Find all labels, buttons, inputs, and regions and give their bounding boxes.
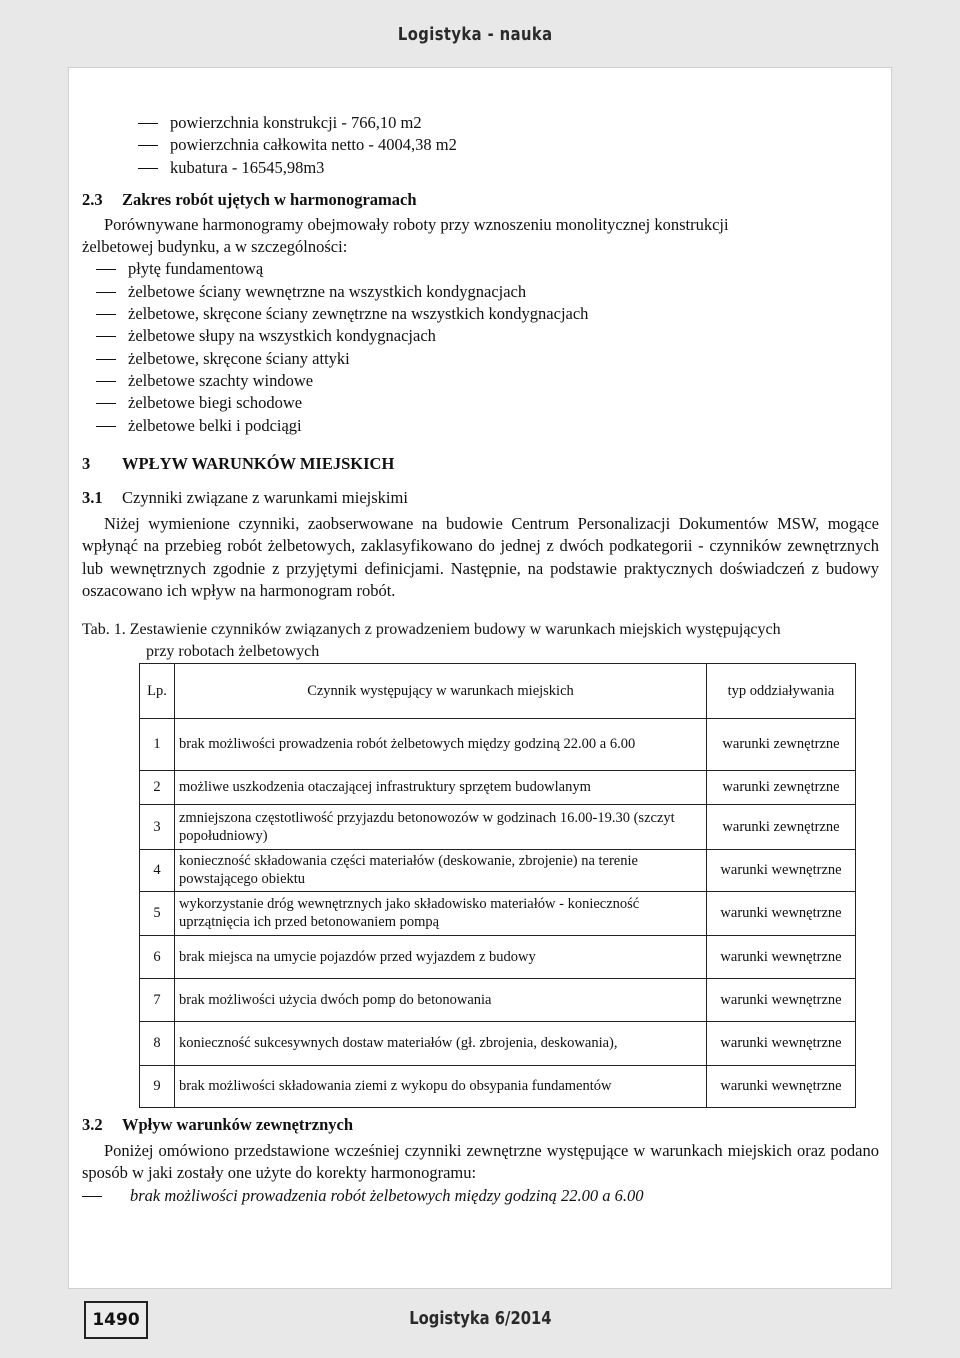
section-3-2-paragraph: Poniżej omówiono przedstawione wcześniej czynniki zewnętrzne występujące w warunkach miejskich oraz podano sposób w jaki zostały one użyte do korekty harmonogramu:: [82, 1140, 879, 1183]
section-heading-2-3: [82, 189, 879, 211]
header-factor: Czynnik występujący w warunkach miejskich: [175, 663, 707, 718]
section-2-3-paragraph: [82, 214, 879, 259]
table-row: [140, 1021, 856, 1065]
running-header: Logistyka - nauka: [397, 24, 552, 45]
header-lp: Lp.: [140, 663, 175, 718]
row-type: warunki wewnętrzne: [707, 849, 856, 891]
row-factor: konieczność sukcesywnych dostaw materiałów (gł. zbrojenia, deskowania),: [175, 1021, 707, 1065]
row-factor: brak możliwości prowadzenia robót żelbetowych między godziną 22.00 a 6.00: [175, 718, 707, 770]
section-heading-3-1: [82, 487, 879, 509]
list-item: kubatura - 16545,98m3: [82, 157, 879, 179]
row-type: warunki wewnętrzne: [707, 978, 856, 1021]
list-item: powierzchnia całkowita netto - 4004,38 m2: [82, 134, 879, 156]
row-factor: możliwe uszkodzenia otaczającej infrastruktury sprzętem budowlanym: [175, 770, 707, 804]
row-number: 5: [140, 891, 175, 935]
row-factor: brak możliwości składowania ziemi z wykopu do obsypania fundamentów: [175, 1065, 707, 1107]
table-row: [140, 770, 856, 804]
list-item: żelbetowe słupy na wszystkich kondygnacjach: [82, 325, 879, 347]
list-item: brak możliwości prowadzenia robót żelbetowych między godziną 22.00 a 6.00: [82, 1185, 879, 1207]
caption-line: Tab. 1. Zestawienie czynników związanych z prowadzeniem budowy w warunkach miejskich występujących: [82, 620, 781, 638]
row-number: 8: [140, 1021, 175, 1065]
table-caption: [82, 619, 879, 663]
section-heading-3: [82, 453, 879, 475]
paragraph-line: żelbetowej budynku, a w szczególności:: [82, 237, 348, 257]
table-row: [140, 978, 856, 1021]
list-item: powierzchnia konstrukcji - 766,10 m2: [82, 112, 879, 134]
row-number: 7: [140, 978, 175, 1021]
row-factor: wykorzystanie dróg wewnętrznych jako składowisko materiałów - konieczność uprzątnięcia ich przed betonowaniem pompą: [175, 891, 707, 935]
section-number: 3.2: [82, 1114, 103, 1134]
row-number: 4: [140, 849, 175, 891]
table-row: [140, 935, 856, 978]
section-heading-3-2: [82, 1114, 879, 1136]
row-type: warunki wewnętrzne: [707, 935, 856, 978]
list-item: żelbetowe, skręcone ściany attyki: [82, 348, 879, 370]
row-type: warunki wewnętrzne: [707, 891, 856, 935]
row-type: warunki wewnętrzne: [707, 1021, 856, 1065]
section-title: Zakres robót ujętych w harmonogramach: [122, 189, 417, 209]
row-type: warunki zewnętrzne: [707, 804, 856, 849]
row-type: warunki zewnętrzne: [707, 770, 856, 804]
table-row: [140, 718, 856, 770]
row-type: warunki wewnętrzne: [707, 1065, 856, 1107]
row-factor: brak możliwości użycia dwóch pomp do betonowania: [175, 978, 707, 1021]
section-title: Wpływ warunków zewnętrznych: [122, 1114, 353, 1134]
table-header-row: [140, 663, 856, 718]
row-number: 2: [140, 770, 175, 804]
table-row: [140, 849, 856, 891]
row-number: 1: [140, 718, 175, 770]
section-number: 3: [82, 453, 91, 473]
paragraph-line: Porównywane harmonogramy obejmowały roboty przy wznoszeniu monolitycznej konstrukcji: [104, 214, 729, 234]
section-3-1-paragraph: Niżej wymienione czynniki, zaobserwowane na budowie Centrum Personalizacji Dokumentów MSW, mogące wpłynąć na przebieg robót żelbetowych, zaklasyfikowano do jednej z dwóch podkategorii - czynników zewnętrznych lub wewnętrznych zgodnie z przyjętymi definicjami. Następnie, na podstawie praktycznych doświadczeń z budowy oszacowano ich wpływ na harmonogram robót.: [82, 513, 879, 601]
table-row: [140, 1065, 856, 1107]
section-title: Czynniki związane z warunkami miejskimi: [122, 487, 408, 507]
section-title: WPŁYW WARUNKÓW MIEJSKICH: [122, 453, 395, 473]
works-list: [82, 258, 879, 436]
caption-line: przy robotach żelbetowych: [146, 642, 320, 660]
intro-list: [82, 112, 879, 179]
factors-table: [139, 663, 856, 1108]
list-item: płytę fundamentową: [82, 258, 879, 280]
list-item: żelbetowe ściany wewnętrzne na wszystkich kondygnacjach: [82, 281, 879, 303]
list-item: żelbetowe biegi schodowe: [82, 392, 879, 414]
row-factor: zmniejszona częstotliwość przyjazdu betonowozów w godzinach 16.00-19.30 (szczyt popołudniowy): [175, 804, 707, 849]
journal-name: Logistyka 6/2014: [409, 1308, 552, 1329]
header-type: typ oddziaływania: [707, 663, 856, 718]
list-item: żelbetowe, skręcone ściany zewnętrzne na wszystkich kondygnacjach: [82, 303, 879, 325]
table-row: [140, 891, 856, 935]
row-number: 3: [140, 804, 175, 849]
row-type: warunki zewnętrzne: [707, 718, 856, 770]
row-factor: brak miejsca na umycie pojazdów przed wyjazdem z budowy: [175, 935, 707, 978]
table-row: [140, 804, 856, 849]
article-content: [82, 112, 879, 1207]
list-item: żelbetowe belki i podciągi: [82, 415, 879, 437]
row-number: 9: [140, 1065, 175, 1107]
section-number: 2.3: [82, 189, 103, 209]
list-item: żelbetowe szachty windowe: [82, 370, 879, 392]
row-number: 6: [140, 935, 175, 978]
page-number: 1490: [84, 1301, 148, 1339]
row-factor: konieczność składowania części materiałów (deskowanie, zbrojenie) na terenie powstającego obiektu: [175, 849, 707, 891]
section-number: 3.1: [82, 487, 103, 507]
